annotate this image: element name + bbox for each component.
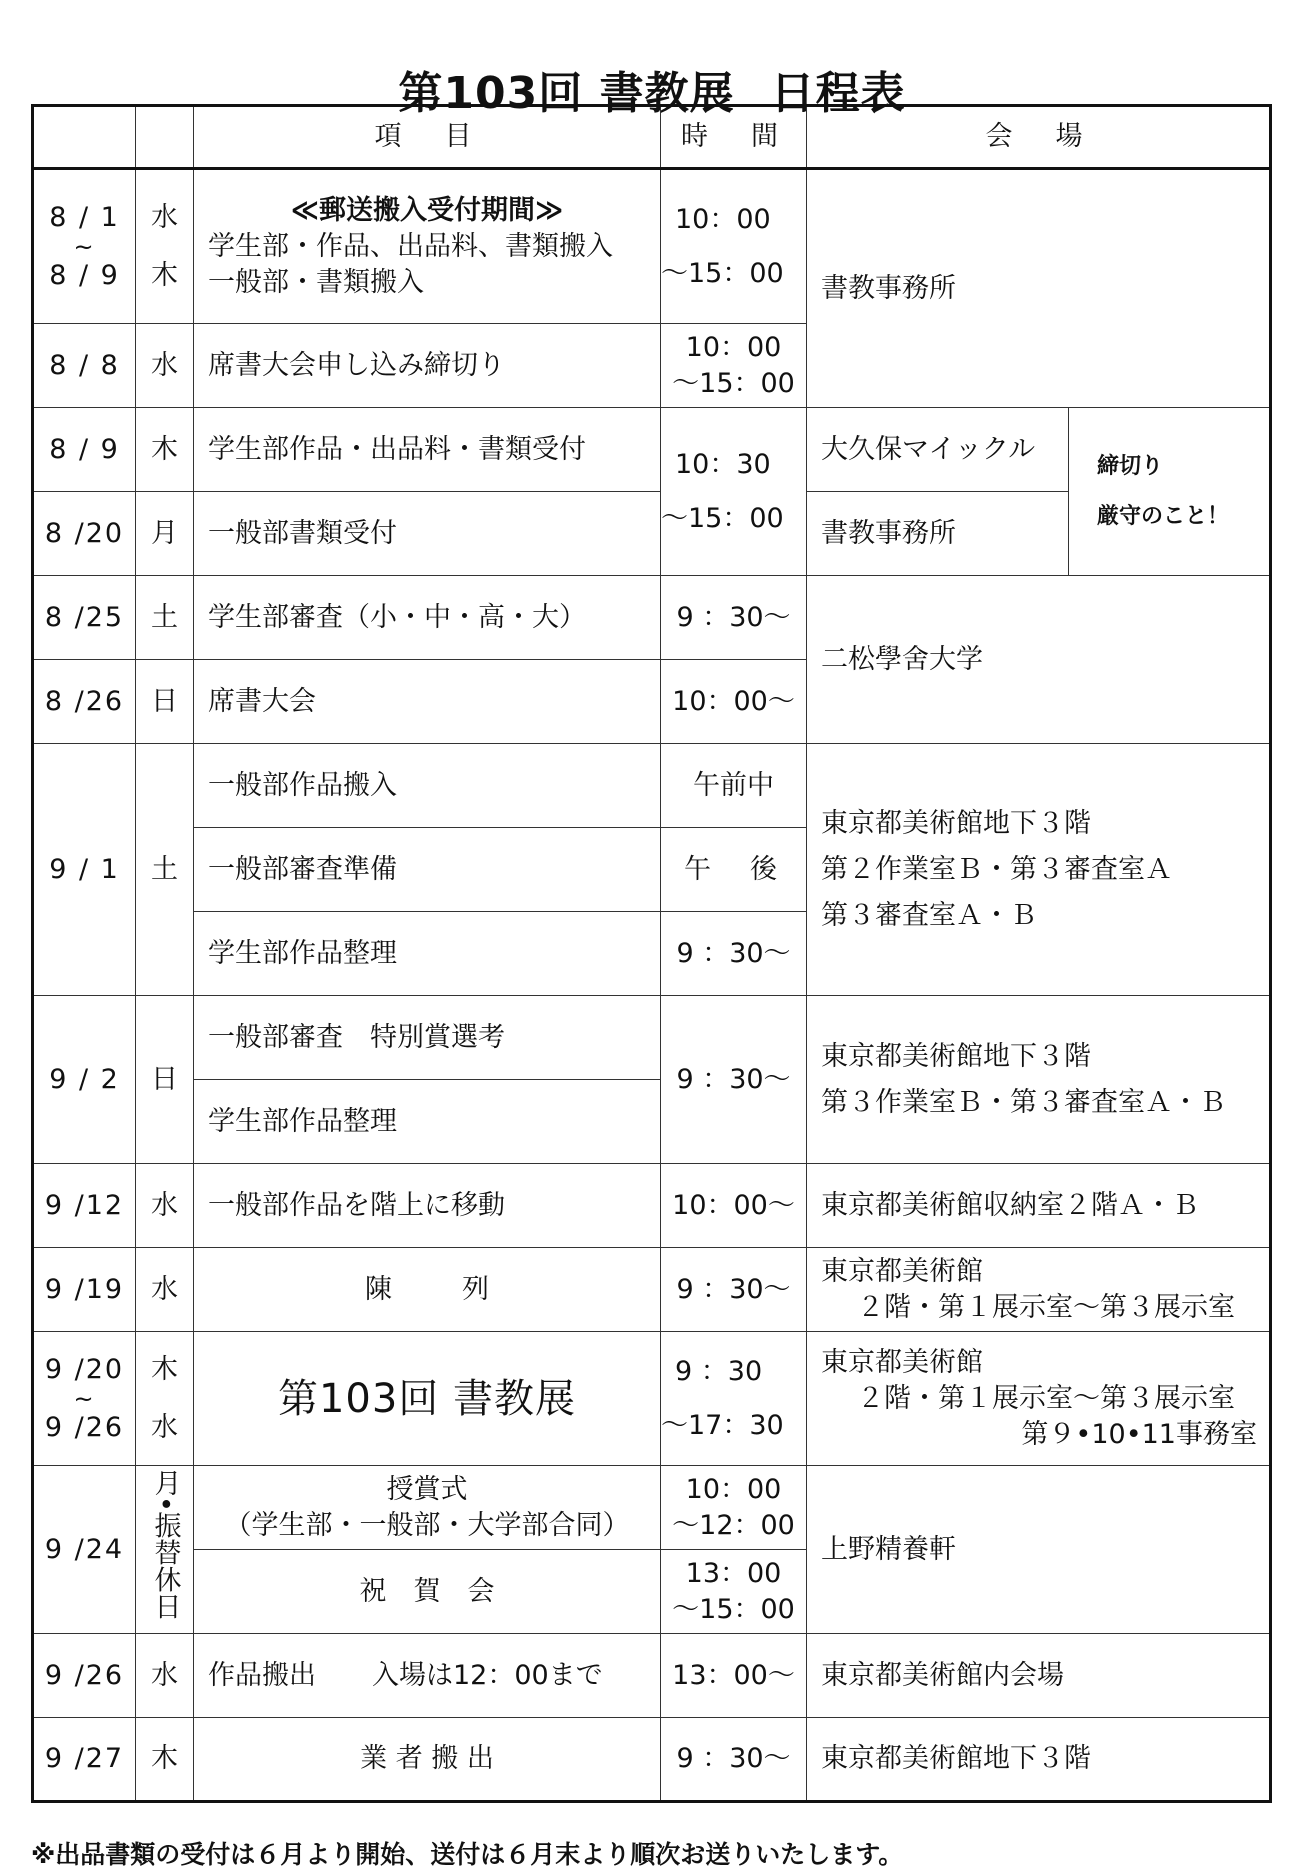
- date-cell: 9 /26: [33, 1634, 136, 1718]
- item-cell: 学生部審査（小・中・高・大）: [194, 576, 661, 660]
- date-cell: 8 /26: [33, 660, 136, 744]
- venue-cell: 大久保マイックル: [807, 408, 1069, 492]
- venue-cell: 東京都美術館地下３階 第２作業室Ｂ・第３審査室Ａ 第３審査室Ａ・Ｂ: [807, 744, 1271, 996]
- date-cell: 9 /24: [33, 1466, 136, 1634]
- table-row: [33, 1718, 1271, 1802]
- footnote: ※出品書類の受付は６月より開始、送付は６月末より順次お送りいたします。: [31, 1840, 904, 1869]
- item-cell: 作品搬出 入場は12：00まで: [194, 1634, 661, 1718]
- date-cell: 8 /20: [33, 492, 136, 576]
- header-item: 項 目: [194, 106, 661, 169]
- date-cell: 8 /25: [33, 576, 136, 660]
- table-row: [33, 1634, 1271, 1718]
- day-cell: 土: [136, 576, 194, 660]
- item-cell: 一般部作品搬入: [194, 744, 661, 828]
- date-cell: 9 /27: [33, 1718, 136, 1802]
- table-row: [33, 169, 1271, 324]
- time-cell: 9 ：30 ～17：30: [661, 1332, 807, 1466]
- time-cell: 13：00～: [661, 1634, 807, 1718]
- time-cell: 10：00 ～15：00: [661, 324, 807, 408]
- time-cell: 10：00～: [661, 1164, 807, 1248]
- item-cell: 一般部書類受付: [194, 492, 661, 576]
- venue-cell: 東京都美術館 ２階・第１展示室～第３展示室 第９•10•11事務室: [807, 1332, 1271, 1466]
- exhibition-title-cell: 第103回 書教展: [194, 1332, 661, 1466]
- venue-cell: 二松學舍大学: [807, 576, 1271, 744]
- item-cell: 一般部作品を階上に移動: [194, 1164, 661, 1248]
- date-cell: 9 / 2: [33, 996, 136, 1164]
- item-cell: ≪郵送搬入受付期間≫ 学生部・作品、出品料、書類搬入 一般部・書類搬入: [194, 169, 661, 324]
- venue-cell: 東京都美術館内会場: [807, 1634, 1271, 1718]
- item-cell: 授賞式 （学生部・一般部・大学部合同）: [194, 1466, 661, 1550]
- day-cell: 木: [136, 408, 194, 492]
- day-cell: 日: [136, 660, 194, 744]
- day-cell: 水: [136, 324, 194, 408]
- title-sub: 日程表: [770, 68, 906, 119]
- time-cell: 10：00 ～12：00: [661, 1466, 807, 1550]
- time-cell: 13：00 ～15：00: [661, 1550, 807, 1634]
- date-cell: 9 /19: [33, 1248, 136, 1332]
- table-row: [33, 1332, 1271, 1466]
- item-cell: 祝 賀 会: [194, 1550, 661, 1634]
- time-cell: 9 ：30～: [661, 912, 807, 996]
- item-cell: 学生部作品整理: [194, 912, 661, 996]
- item-cell: 一般部審査準備: [194, 828, 661, 912]
- table-row: [33, 1248, 1271, 1332]
- item-cell: 学生部作品・出品料・書類受付: [194, 408, 661, 492]
- venue-cell: 書教事務所: [807, 492, 1069, 576]
- day-cell: 月: [136, 492, 194, 576]
- item-cell: 席書大会: [194, 660, 661, 744]
- time-cell: 午 後: [661, 828, 807, 912]
- venue-cell: 上野精養軒: [807, 1466, 1271, 1634]
- day-cell: 木: [136, 1718, 194, 1802]
- item-cell: 学生部作品整理: [194, 1080, 661, 1164]
- item-cell: 業 者 搬 出: [194, 1718, 661, 1802]
- item-cell: 席書大会申し込み締切り: [194, 324, 661, 408]
- date-cell: 8 / 8: [33, 324, 136, 408]
- day-cell: 水: [136, 1634, 194, 1718]
- table-row: [33, 744, 1271, 828]
- day-cell: 水: [136, 1164, 194, 1248]
- venue-cell: 東京都美術館収納室２階Ａ・Ｂ: [807, 1164, 1271, 1248]
- time-cell: 午前中: [661, 744, 807, 828]
- item-cell: 一般部審査 特別賞選考: [194, 996, 661, 1080]
- table-row: [33, 576, 1271, 660]
- venue-cell: 東京都美術館地下３階: [807, 1718, 1271, 1802]
- table-row: [33, 996, 1271, 1080]
- day-cell: 日: [136, 996, 194, 1164]
- table-header-row: [33, 106, 1271, 169]
- date-cell: 9 / 1: [33, 744, 136, 996]
- header-date: [33, 106, 136, 169]
- time-cell: 9 ：30～: [661, 996, 807, 1164]
- venue-cell: 書教事務所: [807, 169, 1271, 408]
- time-cell: 9 ：30～: [661, 1718, 807, 1802]
- table-row: [33, 1466, 1271, 1550]
- time-cell: 10：00 ～15：00: [661, 169, 807, 324]
- time-cell: 10：30 ～15：00: [661, 408, 807, 576]
- title-main: 第103回 書教展: [398, 68, 735, 119]
- day-cell: 木 水: [136, 1332, 194, 1466]
- header-day: [136, 106, 194, 169]
- date-cell: 9 /20 ~ 9 /26: [33, 1332, 136, 1466]
- venue-cell: 東京都美術館地下３階 第３作業室Ｂ・第３審査室Ａ・Ｂ: [807, 996, 1271, 1164]
- date-cell: 8 / 9: [33, 408, 136, 492]
- table-row: [33, 1164, 1271, 1248]
- day-cell: 月•振替休日: [136, 1466, 194, 1634]
- date-cell: 9 /12: [33, 1164, 136, 1248]
- day-cell: 土: [136, 744, 194, 996]
- schedule-table: [31, 104, 1272, 1803]
- header-venue: 会 場: [807, 106, 1271, 169]
- header-time: 時 間: [661, 106, 807, 169]
- day-cell: 水: [136, 1248, 194, 1332]
- deadline-note: 締切り 厳守のこと！: [1069, 408, 1271, 576]
- time-cell: 9 ：30～: [661, 1248, 807, 1332]
- time-cell: 10：00～: [661, 660, 807, 744]
- venue-cell: 東京都美術館 ２階・第１展示室～第３展示室: [807, 1248, 1271, 1332]
- item-cell: 陳 列: [194, 1248, 661, 1332]
- day-cell: 水 木: [136, 169, 194, 324]
- date-cell: 8 / 1 ~ 8 / 9: [33, 169, 136, 324]
- time-cell: 9 ：30～: [661, 576, 807, 660]
- table-row: [33, 408, 1271, 492]
